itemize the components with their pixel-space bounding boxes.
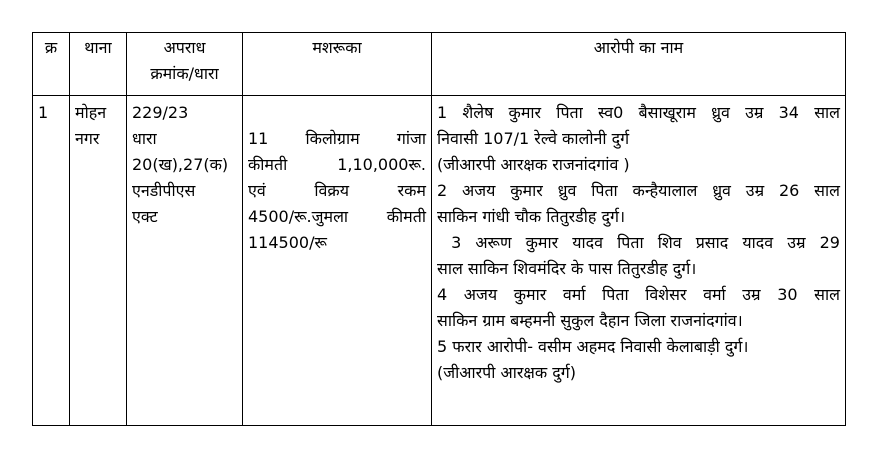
header-serial-number: क्र (33, 33, 70, 96)
accused-line: साकिन गांधी चौक तितुरडीह दुर्ग। (437, 207, 626, 226)
accused-line: 5 फरार आरोपी- वसीम अहमद निवासी केलाबाड़ी दुर्ग। (437, 337, 749, 356)
accused-line: 3 अरूण कुमार यादव पिता शिव प्रसाद यादव उम्र 29 (437, 233, 840, 252)
seized-line: 11 किलोग्राम गांजा (248, 129, 426, 148)
header-police-station: थाना (70, 33, 127, 96)
accused-line: (जीआरपी आरक्षक दुर्ग) (437, 363, 576, 382)
accused-line: 1 शैलेष कुमार पिता स्व0 बैसाखूराम ध्रुव उम्र 34 साल (437, 103, 840, 122)
accused-line: 2 अजय कुमार ध्रुव पिता कन्हैयालाल ध्रुव उम्र 26 साल (437, 181, 840, 200)
crime-line: धारा (132, 129, 157, 148)
cell-serial-number: 1 (33, 96, 70, 426)
cell-police-station (70, 96, 127, 426)
header-crime-line-2: क्रमांक/धारा (150, 64, 219, 83)
accused-line: 4 अजय कुमार वर्मा पिता विशेसर वर्मा उम्र 30 साल (437, 285, 840, 304)
header-seized-goods: मशरूका (243, 33, 432, 96)
crime-line: 20(ख),27(क) (132, 155, 229, 174)
accused-line: (जीआरपी आरक्षक राजनांदगांव ) (437, 155, 630, 174)
cell-accused-names (432, 96, 846, 426)
header-crime-number-section (127, 33, 243, 96)
table-row (33, 96, 846, 426)
crime-line: 229/23 (132, 103, 189, 122)
header-row (33, 33, 846, 96)
station-line-1: मोहन (75, 103, 107, 122)
seized-line: 114500/रू (248, 233, 327, 252)
cell-seized-goods (243, 96, 432, 426)
station-line-2: नगर (75, 129, 100, 148)
seized-line: 4500/रू.जुमला कीमती (248, 207, 426, 226)
header-crime-line-1: अपराध (163, 38, 206, 57)
seized-line: एवं विक्रय रकम (248, 181, 426, 200)
accused-line: साल साकिन शिवमंदिर के पास तितुरडीह दुर्ग। (437, 259, 697, 278)
cell-crime-number-section (127, 96, 243, 426)
crime-line: एनडीपीएस (132, 181, 196, 200)
accused-line: निवासी 107/1 रेल्वे कालोनी दुर्ग (437, 129, 630, 148)
crime-line: एक्ट (132, 207, 158, 226)
seized-line: कीमती 1,10,000रू. (248, 155, 426, 174)
accused-line: साकिन ग्राम बम्हमनी सुकुल दैहान जिला राजनांदगांव। (437, 311, 743, 330)
fir-table (32, 32, 846, 426)
header-accused-names: आरोपी का नाम (432, 33, 846, 96)
